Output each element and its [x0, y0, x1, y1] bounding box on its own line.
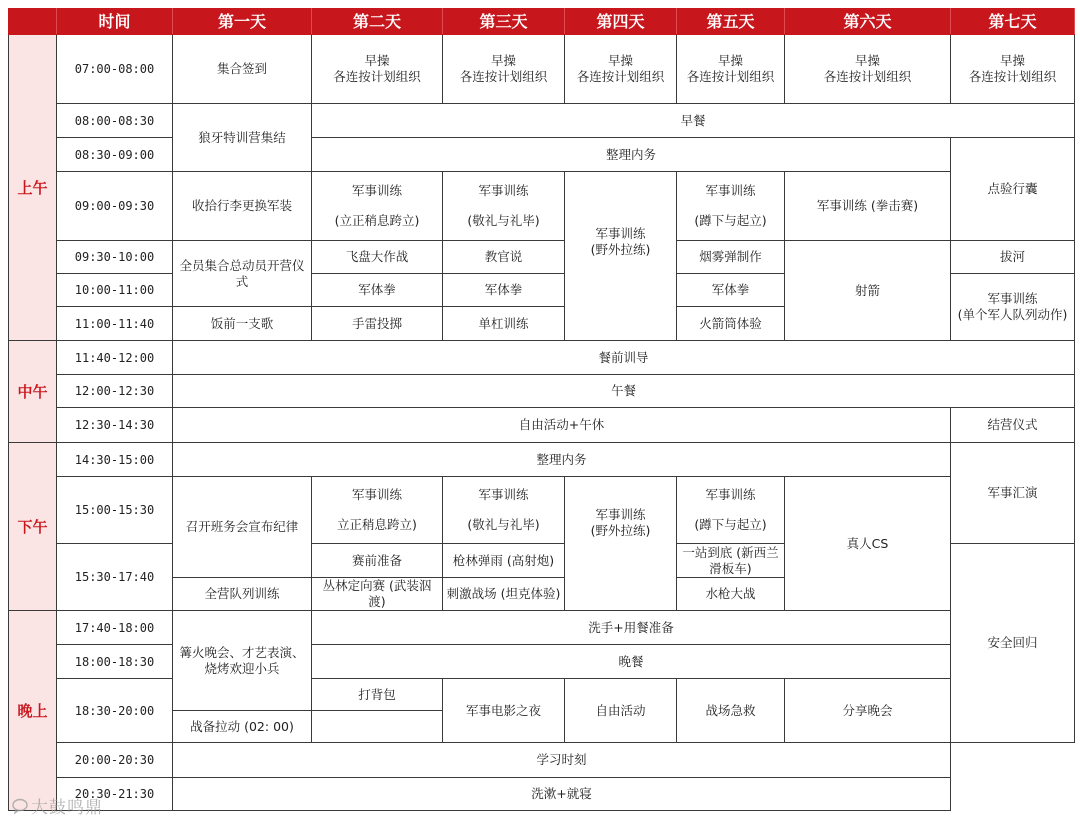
time-slot: 18:00-18:30 — [57, 645, 173, 679]
cell-text: 军事训练 — [595, 506, 646, 522]
cell-d3-training — [443, 172, 565, 241]
header-day-3: 第三天 — [443, 9, 565, 35]
cell-d5-water: 水枪大战 — [677, 578, 785, 611]
cell-text: 军事训练 — [595, 226, 646, 241]
cell-d7-exercise — [951, 35, 1075, 104]
period-noon: 中午 — [9, 341, 57, 443]
cell-text: 早操 — [999, 53, 1025, 68]
cell-d6-boxing: 军事训练 (拳击赛) — [785, 172, 951, 241]
period-afternoon: 下午 — [9, 443, 57, 611]
cell-lunch: 午餐 — [173, 375, 1075, 408]
schedule-row — [9, 104, 1075, 138]
time-slot: 07:00-08:00 — [57, 35, 173, 104]
schedule-row — [9, 477, 1075, 544]
cell-d3-tank: 刺激战场 (坦克体验) — [443, 578, 565, 611]
time-slot: 17:40-18:00 — [57, 611, 173, 645]
time-slot: 11:40-12:00 — [57, 341, 173, 375]
cell-text: 早操 — [854, 53, 880, 68]
time-slot: 15:30-17:40 — [57, 544, 173, 611]
cell-d7-tug: 拔河 — [951, 241, 1075, 274]
header-day-4: 第四天 — [565, 9, 677, 35]
cell-text: (立正稍息跨立) — [334, 213, 420, 228]
cell-text: 各连按计划组织 — [459, 69, 548, 84]
cell-d1-checkin: 集合签到 — [173, 35, 312, 104]
cell-d7-closing: 结营仪式 — [951, 408, 1075, 443]
cell-d2-grenade: 手雷投掷 — [312, 307, 443, 341]
cell-text: 早操 — [607, 53, 633, 68]
cell-d5-rocket: 火箭筒体验 — [677, 307, 785, 341]
period-evening: 晚上 — [9, 611, 57, 811]
cell-d1-song: 饭前一支歌 — [173, 307, 312, 341]
schedule-row — [9, 408, 1075, 443]
cell-d5-training — [677, 172, 785, 241]
time-slot: 20:00-20:30 — [57, 743, 173, 778]
cell-d2-prep: 赛前准备 — [312, 544, 443, 578]
schedule-row — [9, 443, 1075, 477]
cell-text: 军事训练 — [478, 183, 529, 198]
period-morning: 上午 — [9, 35, 57, 341]
cell-d1-mobilize: 全员集合总动员开营仪式 — [173, 241, 312, 307]
schedule-row — [9, 611, 1075, 645]
time-slot: 12:30-14:30 — [57, 408, 173, 443]
cell-d7-home: 安全回归 — [951, 544, 1075, 743]
cell-text: (野外拉练) — [590, 242, 651, 257]
schedule-row — [9, 241, 1075, 274]
cell-d1-class-meeting: 召开班务会宣布纪律 — [173, 477, 312, 578]
cell-d5-exercise — [677, 35, 785, 104]
schedule-row — [9, 341, 1075, 375]
cell-wash-prep: 洗手+用餐准备 — [312, 611, 951, 645]
cell-text: 各连按计划组织 — [686, 69, 775, 84]
cell-d5-training-pm — [677, 477, 785, 544]
cell-d4-field-training — [565, 172, 677, 341]
cell-text: (蹲下与起立) — [694, 213, 767, 228]
cell-wash-sleep: 洗漱+就寝 — [173, 778, 951, 811]
cell-d1-gather: 狼牙特训营集结 — [173, 104, 312, 172]
cell-d7-column — [951, 274, 1075, 341]
schedule-row — [9, 138, 1075, 172]
cell-d3-gun: 枪林弹雨 (高射炮) — [443, 544, 565, 578]
watermark — [12, 793, 103, 818]
time-slot: 12:00-12:30 — [57, 375, 173, 408]
cell-text: (野外拉练) — [590, 522, 651, 538]
cell-d2-pack: 打背包 — [312, 679, 443, 711]
schedule-row — [9, 35, 1075, 104]
cell-text: 各连按计划组织 — [968, 69, 1057, 84]
cell-text: (敬礼与礼毕) — [467, 517, 540, 532]
time-slot: 08:30-09:00 — [57, 138, 173, 172]
speech-bubble-icon — [12, 798, 28, 814]
schedule-row — [9, 645, 1075, 679]
cell-d5-boxing: 军体拳 — [677, 274, 785, 307]
cell-d3-training-pm — [443, 477, 565, 544]
cell-d7-inspect: 点验行囊 — [951, 138, 1075, 241]
time-slot: 14:30-15:00 — [57, 443, 173, 477]
cell-d2-boxing: 军体拳 — [312, 274, 443, 307]
cell-dinner: 晚餐 — [312, 645, 951, 679]
cell-text: 军事训练 — [351, 183, 402, 198]
cell-d2-training-pm — [312, 477, 443, 544]
cell-d7-parade: 军事汇演 — [951, 443, 1075, 544]
cell-d5-skateboard: 一站到底 (新西兰滑板车) — [677, 544, 785, 578]
cell-text: 各连按计划组织 — [823, 69, 912, 84]
cell-text: 早操 — [490, 53, 516, 68]
cell-d1-drill: 全营队列训练 — [173, 578, 312, 611]
cell-d6-archery: 射箭 — [785, 241, 951, 341]
cell-d4-free: 自由活动 — [565, 679, 677, 743]
cell-d3-movie: 军事电影之夜 — [443, 679, 565, 743]
cell-breakfast: 早餐 — [312, 104, 1075, 138]
cell-text: 早操 — [717, 53, 743, 68]
cell-tidy-room: 整理内务 — [312, 138, 951, 172]
cell-d2-exercise — [312, 35, 443, 104]
cell-text: 早操 — [364, 53, 390, 68]
schedule-row — [9, 679, 1075, 711]
cell-d6-share: 分享晚会 — [785, 679, 951, 743]
cell-text: 军事训练 — [705, 487, 756, 502]
cell-d5-firstaid: 战场急救 — [677, 679, 785, 743]
header-day-7: 第七天 — [951, 9, 1075, 35]
time-slot: 10:00-11:00 — [57, 274, 173, 307]
cell-d5-smoke: 烟雾弹制作 — [677, 241, 785, 274]
cell-text: (敬礼与礼毕) — [467, 213, 540, 228]
header-time: 时间 — [57, 9, 173, 35]
cell-d3-bar: 单杠训练 — [443, 307, 565, 341]
schedule-table — [8, 8, 1075, 811]
time-slot: 11:00-11:40 — [57, 307, 173, 341]
time-slot: 15:00-15:30 — [57, 477, 173, 544]
time-slot: 09:00-09:30 — [57, 172, 173, 241]
time-slot: 09:30-10:00 — [57, 241, 173, 274]
cell-tidy-room-pm: 整理内务 — [173, 443, 951, 477]
cell-d3-exercise — [443, 35, 565, 104]
cell-free-nap: 自由活动+午休 — [173, 408, 951, 443]
cell-d6-cs: 真人CS — [785, 477, 951, 611]
cell-study: 学习时刻 — [173, 743, 951, 778]
cell-d2-training — [312, 172, 443, 241]
watermark-text: 大鼓鸣鼎 — [31, 798, 103, 818]
cell-text: 立正稍息跨立) — [337, 517, 417, 532]
cell-text: 各连按计划组织 — [576, 69, 665, 84]
cell-d1-uniform: 收拾行李更换军装 — [173, 172, 312, 241]
cell-text: 军事训练 — [705, 183, 756, 198]
cell-d2-orienteering: 丛林定向赛 (武装泅渡) — [312, 578, 443, 611]
header-day-5: 第五天 — [677, 9, 785, 35]
schedule-row — [9, 778, 1075, 811]
time-slot: 20:30-21:30 — [57, 778, 173, 811]
cell-d3-instructor: 教官说 — [443, 241, 565, 274]
cell-d6-exercise — [785, 35, 951, 104]
schedule-row — [9, 172, 1075, 241]
cell-text: 各连按计划组织 — [333, 69, 421, 84]
cell-text: 军事训练 — [351, 487, 402, 502]
cell-text: 军事训练 — [987, 291, 1038, 306]
cell-d2-frisbee: 飞盘大作战 — [312, 241, 443, 274]
header-day-2: 第二天 — [312, 9, 443, 35]
cell-pre-meal: 餐前训导 — [173, 341, 1075, 375]
header-day-6: 第六天 — [785, 9, 951, 35]
cell-d4-exercise — [565, 35, 677, 104]
time-slot: 18:30-20:00 — [57, 679, 173, 743]
header-row — [9, 9, 1075, 35]
cell-d4-field-training-pm — [565, 477, 677, 611]
schedule-row — [9, 743, 1075, 778]
time-slot: 08:00-08:30 — [57, 104, 173, 138]
cell-text: (蹲下与起立) — [694, 517, 767, 532]
cell-d3-boxing: 军体拳 — [443, 274, 565, 307]
header-blank — [9, 9, 57, 35]
cell-text: 军事训练 — [478, 487, 529, 502]
schedule-row — [9, 375, 1075, 408]
cell-d1-bonfire: 篝火晚会、才艺表演、烧烤欢迎小兵 — [173, 611, 312, 711]
cell-d2-alarm: 战备拉动 (02: 00) — [173, 711, 312, 743]
cell-text: (单个军人队列动作) — [957, 307, 1068, 322]
header-day-1: 第一天 — [173, 9, 312, 35]
